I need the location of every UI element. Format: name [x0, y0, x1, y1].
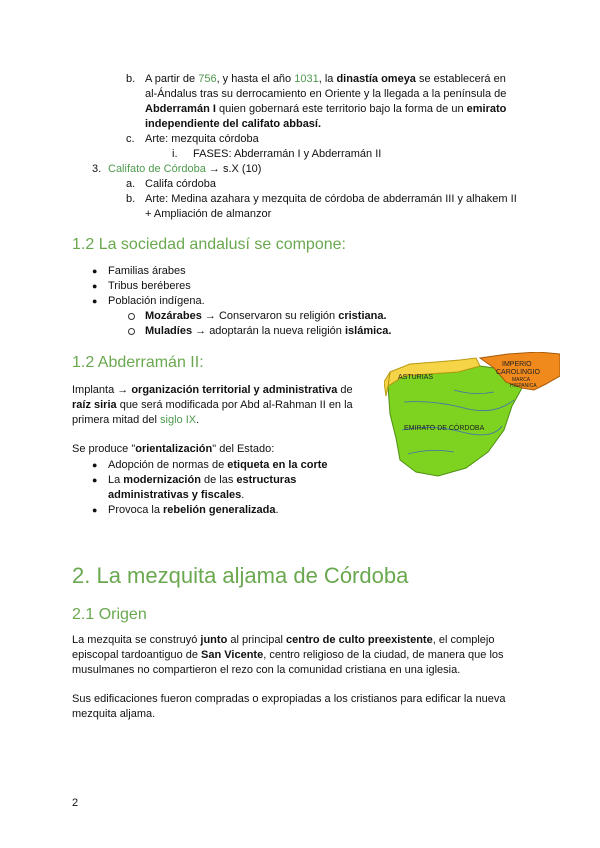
iberia-map	[384, 352, 560, 482]
orientalizacion-item-2-cont: administrativas y fiscales.	[108, 489, 245, 501]
list-item: Tribus beréberes	[108, 280, 191, 292]
siglo-ix-link[interactable]: siglo IX	[160, 414, 197, 426]
list-marker-3: 3.	[92, 163, 102, 175]
abderraman-p1-line-1: Implanta → organización territorial y administrativa de	[72, 384, 353, 396]
fases-text: FASES: Abderramán I y Abderramán II	[193, 148, 382, 160]
emirate-line-4: independiente del califato abbasí.	[145, 118, 322, 130]
label-emirato: EMIRATO DE CÓRDOBA	[404, 425, 485, 432]
circle-bullet	[128, 328, 135, 335]
abderraman-p1-line-2: raíz siria que será modificada por Abd al-Rahman II en la	[72, 399, 353, 411]
label-imperio: IMPERIO	[502, 361, 532, 368]
page-number: 2	[72, 797, 79, 809]
origen-p1-line-1: La mezquita se construyó junto al principal centro de culto preexistente, el complejo	[72, 634, 495, 646]
bullet: ●	[92, 281, 98, 291]
orientalizacion-item-3: Provoca la rebelión generalizada.	[108, 504, 279, 516]
emirate-line-3: Abderramán I quien gobernará este territorio bajo la forma de un emirato	[145, 103, 507, 115]
orientalizacion-item-2: La modernización de las estructuras	[108, 474, 297, 486]
bullet: ●	[92, 266, 98, 276]
label-marca: MARCA	[512, 377, 531, 383]
emirate-line-2: al-Ándalus tras su derrocamiento en Oriente y la llegada a la península de	[145, 88, 507, 100]
year-756-link[interactable]: 756	[198, 73, 217, 85]
mezquita-heading: 2. La mezquita aljama de Córdoba	[72, 563, 409, 588]
origen-p1-line-2: episcopal tardoantiguo de San Vicente, centro religioso de la ciudad, de manera que los	[72, 649, 504, 661]
emirate-line-1: A partir de 756, y hasta el año 1031, la dinastía omeya se establecerá en	[145, 73, 506, 85]
circle-bullet	[128, 313, 135, 320]
abderraman-heading: 1.2 Abderramán II:	[72, 354, 204, 371]
origen-p2-line-1: Sus edificaciones fueron compradas o expropiadas a los cristianos para edificar la nueva	[72, 693, 506, 705]
califato-line: Califato de Córdoba → s.X (10)	[108, 163, 262, 175]
list-item: Población indígena.	[108, 295, 205, 307]
art-mezquita: Arte: mezquita córdoba	[145, 133, 259, 145]
bullet: ●	[92, 296, 98, 306]
label-asturias: ASTURIAS	[398, 374, 434, 381]
muladies-item: Muladíes → adoptarán la nueva religión islámica.	[145, 325, 392, 337]
sociedad-heading: 1.2 La sociedad andalusí se compone:	[72, 236, 346, 253]
list-marker-b: b.	[126, 73, 136, 85]
califato-link[interactable]: Califato de Córdoba	[108, 163, 206, 175]
year-1031-link[interactable]: 1031	[294, 73, 319, 85]
orientalizacion-item-1: Adopción de normas de etiqueta en la corte	[108, 459, 328, 471]
art-medina-line-2: + Ampliación de almanzor	[145, 208, 272, 220]
art-medina-line-1: Arte: Medina azahara y mezquita de córdoba de abderramán III y alhakem II	[145, 193, 517, 205]
list-marker-i: i.	[172, 148, 178, 160]
list-marker-c: c.	[126, 133, 135, 145]
label-carolingio: CAROLINGIO	[496, 369, 540, 376]
origen-p1-line-3: musulmanes no compartieron el rezo con la comunidad cristiana en una iglesia.	[72, 664, 461, 676]
abderraman-p1-line-3: primera mitad del siglo IX.	[72, 414, 200, 426]
list-marker-b2: b.	[126, 193, 136, 205]
bullet: ●	[92, 505, 98, 515]
list-item: Familias árabes	[108, 265, 186, 277]
origen-heading: 2.1 Origen	[72, 606, 147, 623]
list-marker-a: a.	[126, 178, 136, 190]
califa-text: Califa córdoba	[145, 178, 216, 190]
mozarabes-item: Mozárabes → Conservaron su religión cristiana.	[145, 310, 387, 322]
abderraman-p2: Se produce "orientalización" del Estado:	[72, 443, 275, 455]
bullet: ●	[92, 475, 98, 485]
origen-p2-line-2: mezquita aljama.	[72, 708, 156, 720]
label-hispanica: HISPANICA	[510, 383, 537, 389]
bullet: ●	[92, 460, 98, 470]
